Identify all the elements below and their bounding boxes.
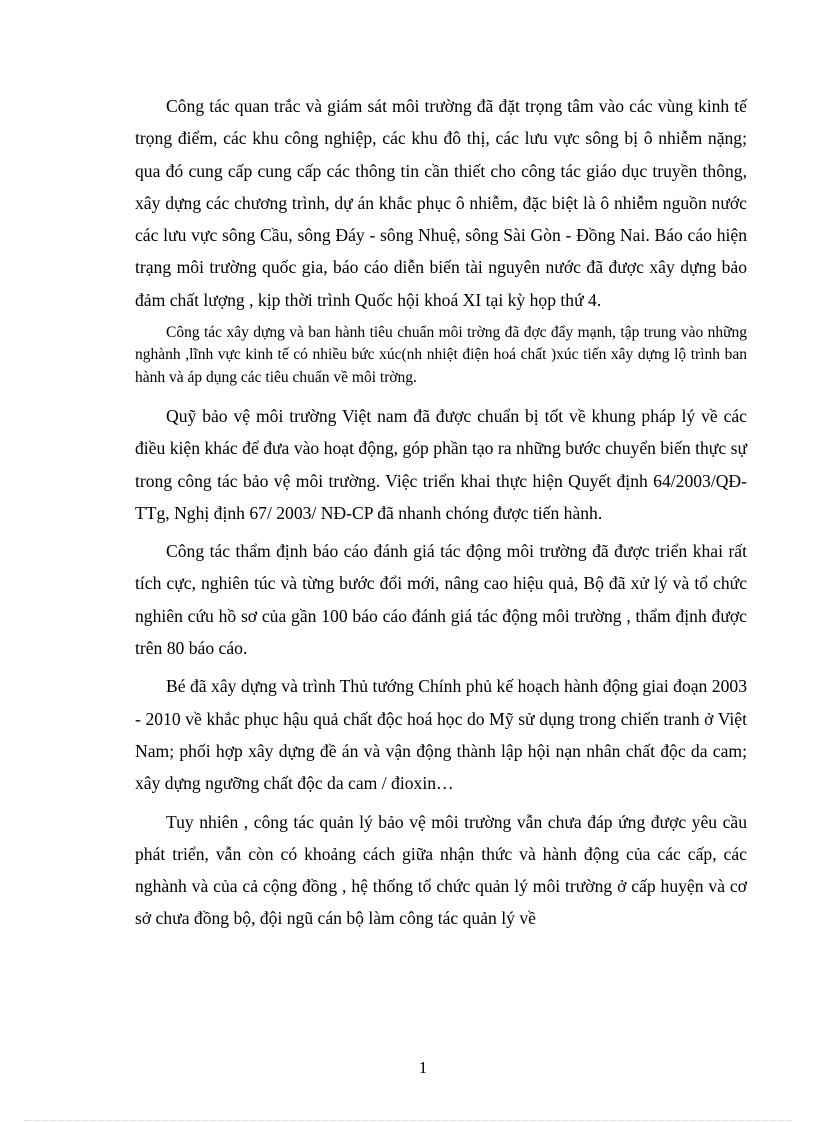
page-bottom-border xyxy=(24,1120,792,1121)
paragraph-monitoring: Công tác quan trắc và giám sát môi trường đã đặt trọng tâm vào các vùng kinh tế trọng điểm, các khu công nghiệp, các khu đô thị, các lưu vực sông bị ô nhiễm nặng; qua đó cung cấp cung cấp các thông tin cần thiết cho công tác giáo dục truyền thông, xây dựng các chương trình, dự án khắc phục ô nhiễm, đặc biệt là ô nhiễm nguồn nước các lưu vực sông Cầu, sông Đáy - sông Nhuệ, sông Sài Gòn - Đồng Nai. Báo cáo hiện trạng môi trường quốc gia, báo cáo diễn biến tài nguyên nước đã được xây dựng bảo đảm chất lượng , kịp thời trình Quốc hội khoá XI tại kỳ họp thứ 4. xyxy=(135,96,747,310)
paragraph-standards: Công tác xây dựng và ban hành tiêu chuẩn môi trờng đã đợc đẩy mạnh, tập trung vào những nghành ,lĩnh vực kinh tế có nhiều bức xúc(nh nhiệt điện hoá chất )xúc tiến xây dựng lộ trình ban hành và áp dụng các tiêu chuẩn về môi trờng. xyxy=(135,324,747,386)
paragraph-environment-fund: Quỹ bảo vệ môi trường Việt nam đã được chuẩn bị tốt về khung pháp lý về các điều kiện khác để đưa vào hoạt động, góp phần tạo ra những bước chuyển biến thực sự trong công tác bảo vệ môi trường. Việc triển khai thực hiện Quyết định 64/2003/QĐ-TTg, Nghị định 67/ 2003/ NĐ-CP đã nhanh chóng được tiến hành. xyxy=(135,405,747,523)
body-text xyxy=(135,90,747,941)
paragraph-impact-assessment: Công tác thẩm định báo cáo đánh giá tác động môi trường đã được triển khai rất tích cực, nghiên túc và từng bước đổi mới, nâng cao hiệu quả, Bộ đã xử lý và tổ chức nghiên cứu hồ sơ của gần 100 báo cáo đánh giá tác động môi trường , thẩm định được trên 80 báo cáo. xyxy=(135,541,747,659)
paragraph-agent-orange: Bé đã xây dựng và trình Thủ tướng Chính phủ kế hoạch hành động giai đoạn 2003 - 2010 về khắc phục hậu quả chất độc hoá học do Mỹ sử dụng trong chiến tranh ở Việt Nam; phối hợp xây dựng đề án và vận động thành lập hội nạn nhân chất độc da cam; xây dựng ngưỡng chất độc da cam / đioxin… xyxy=(135,676,747,794)
page-number: 1 xyxy=(418,1058,428,1077)
paragraph-however: Tuy nhiên , công tác quản lý bảo vệ môi trường vẫn chưa đáp ứng được yêu cầu phát triển, vẫn còn có khoảng cách giữa nhận thức và hành động của các cấp, các nghành và của cả cộng đồng , hệ thống tổ chức quản lý môi trường ở cấp huyện và cơ sở chưa đồng bộ, đội ngũ cán bộ làm công tác quản lý về xyxy=(135,811,747,929)
